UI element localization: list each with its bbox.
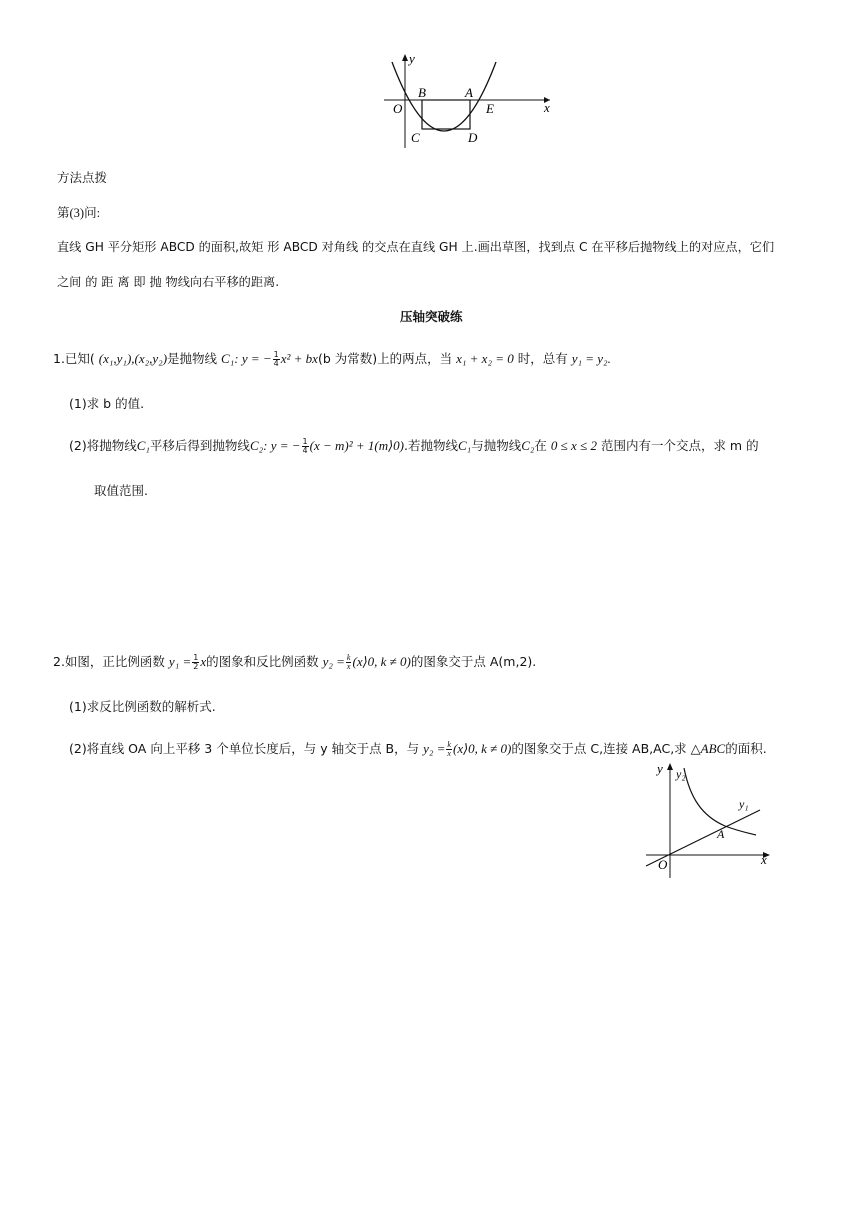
question-2-stem (53, 654, 536, 671)
y-axis-label: y (409, 51, 415, 66)
q2-sub2-area: 的面积. (725, 741, 767, 756)
graph-x-label: x (761, 852, 767, 867)
method-heading: 方法点拨 (57, 170, 108, 185)
q1-frac-num: 1 (273, 350, 279, 359)
q1-expr-tail: x² + bx (280, 351, 318, 366)
question-1-part-2-line-2: 取值范围. (94, 483, 148, 498)
q1-sub2-in: 在 (534, 438, 547, 453)
question-1-part-1: (1)求 b 的值. (69, 396, 145, 411)
q1-sub2-range: 0 ≤ x ≤ 2 (550, 438, 597, 453)
q2-sub2-prefix: (2)将直线 OA 向上平移 3 个单位长度后，与 y 轴交于点 B，与 (69, 741, 420, 756)
question-1-stem (53, 351, 611, 368)
parabola-figure (380, 50, 560, 150)
question-2-part-1: (1)求反比例函数的解析式. (69, 699, 216, 714)
graph-y-label: y (657, 761, 663, 776)
q2-kx-fraction (346, 654, 352, 671)
function-graph-figure (640, 758, 775, 883)
graph-y2-label: y₂ (676, 767, 686, 781)
q1-sub2-tail: .若抛物线 (404, 438, 458, 453)
q1-sub2-expr: (x − m)² + 1(m⟩0) (309, 438, 405, 453)
q1-sub2-prefix: (2)将抛物线 (69, 438, 137, 453)
q1-sub2-fraction (302, 438, 309, 455)
q1-sub2-end: 范围内有一个交点，求 m 的 (600, 438, 759, 453)
q2-sub2-xd: x (447, 749, 451, 758)
graph-y1-label: y₁ (739, 797, 749, 811)
point-a-label: A (465, 85, 473, 100)
q1-when: 时，总有 (517, 351, 568, 366)
q2-y1-tail: x (200, 654, 207, 669)
q2-sub2-triangle: △ABC (690, 741, 726, 756)
q2-sub2-k: k (447, 740, 451, 749)
q2-prefix: 2.如图，正比例函数 (53, 654, 165, 669)
q1-point-2: (x₂,y₂) (134, 351, 168, 366)
q2-k: k (346, 653, 351, 662)
q2-mid: 的图象和反比例函数 (206, 654, 319, 669)
q2-sub2-y2: y₂ = (423, 741, 446, 756)
point-d-label: D (468, 130, 478, 145)
q2-fraction (192, 654, 199, 671)
q1-condition: x₁ + x₂ = 0 (456, 351, 514, 366)
q1-fraction (273, 351, 280, 368)
question-2-part-2 (69, 741, 767, 758)
q2-y2: y₂ = (322, 654, 345, 669)
q1-prefix: 1.已知( (53, 351, 95, 366)
q1-sub2-with: 与抛物线 (471, 438, 522, 453)
q2-sub2-end: 的图象交于点 C,连接 AB,AC,求 (511, 741, 687, 756)
method-line-1: 直线 GH 平分矩形 ABCD 的面积,故矩 形 ABCD 对角线 的交点在直线 GH 上.画出草图，找到点 C 在平移后抛物线上的对应点，它们 (57, 240, 775, 254)
q2-sub2-tail: (x⟩0, k ≠ 0) (452, 741, 512, 756)
q1-sub2-mid: 平移后得到抛物线 (149, 438, 250, 453)
q2-y2-tail: (x⟩0, k ≠ 0) (352, 654, 411, 669)
q2-frac-num: 1 (193, 653, 199, 662)
q1-sub2-frac-num: 1 (302, 437, 308, 446)
q2-end: 的图象交于点 A(m,2). (410, 654, 537, 669)
point-c-label: C (411, 130, 420, 145)
q1-curve-c1: C₁: y = − (221, 351, 272, 366)
point-e-label: E (486, 101, 494, 116)
q1-sub2-c1: C₁ (136, 438, 150, 453)
q2-y1: y₁ = (168, 654, 192, 669)
q2-xd: x (346, 662, 351, 671)
q1-sub2-frac-den: 4 (302, 446, 308, 455)
graph-a-label: A (717, 827, 725, 841)
point-b-label: B (418, 85, 426, 100)
method-part: 第(3)问: (57, 206, 101, 220)
q1-comma: , (131, 351, 135, 366)
q2-sub2-kx-fraction (446, 741, 452, 758)
origin-label: O (393, 101, 403, 116)
q1-sub2-c2: C₂: y = − (249, 438, 301, 453)
q1-point-1: (x₁,y₁) (98, 351, 132, 366)
x-axis-label: x (544, 100, 550, 115)
q1-mid: 是抛物线 (167, 351, 218, 366)
question-1-part-2 (69, 438, 759, 455)
q1-sub2-c1b: C₁ (458, 438, 472, 453)
method-line-2: 之间 的 距 离 即 抛 物线向右平移的距离. (57, 275, 280, 289)
graph-origin-label: O (658, 857, 668, 872)
q2-frac-den: 2 (193, 662, 199, 671)
q1-frac-den: 4 (273, 359, 279, 368)
q1-result: y₁ = y₂. (571, 351, 611, 366)
q1-sub2-c2b: C₂ (521, 438, 535, 453)
q1-paren: (b 为常数)上的两点，当 (317, 351, 453, 366)
section-title: 压轴突破练 (400, 309, 463, 324)
